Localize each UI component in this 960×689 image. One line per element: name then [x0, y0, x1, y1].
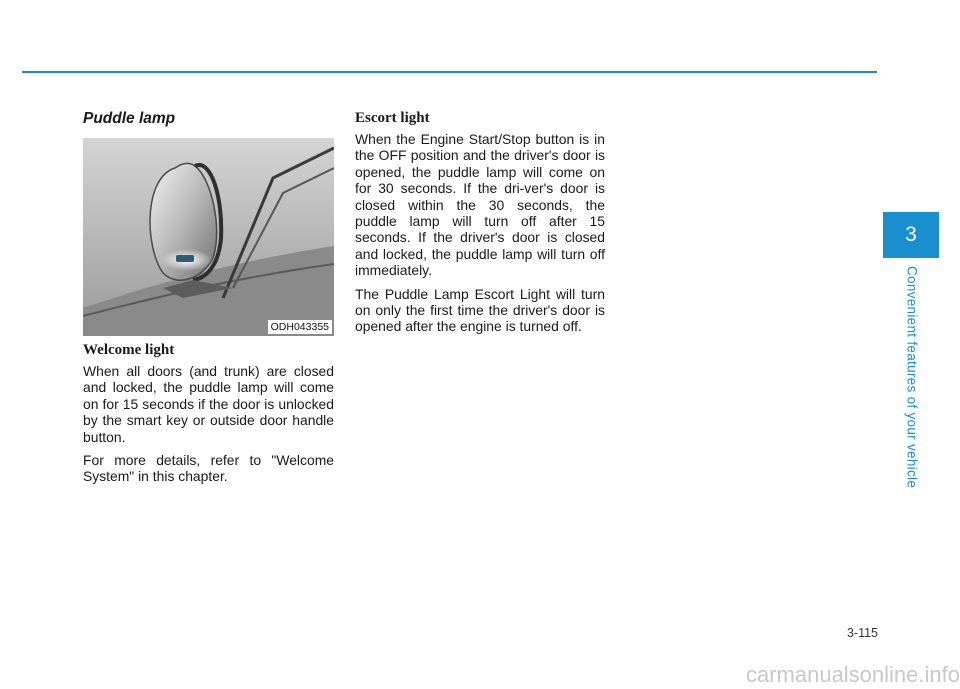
- escort-light-paragraph-1: When the Engine Start/Stop button is in the OFF position and the driver's door is opened, the puddle lamp will come on for 30 seconds. If the dri-ver's door is closed within the 30 seconds, the puddle lamp will turn off after 15 seconds. If the driver's door is closed and locked, the puddle lamp will turn off immediately.: [355, 131, 605, 279]
- page-number: 3-115: [846, 626, 878, 640]
- escort-light-paragraph-2: The Puddle Lamp Escort Light will turn on only the first time the driver's door is opened after the engine is turned off.: [355, 285, 605, 335]
- welcome-light-paragraph-1: When all doors (and trunk) are closed and locked, the puddle lamp will come on for 15 seconds if the door is unlocked by the smart key or outside door handle button.: [83, 363, 334, 445]
- puddle-lamp-illustration: [83, 138, 334, 336]
- welcome-light-paragraph-2: For more details, refer to "Welcome System" in this chapter.: [83, 452, 334, 485]
- welcome-light-heading: Welcome light: [83, 342, 175, 358]
- escort-light-heading: Escort light: [355, 110, 430, 126]
- chapter-tab: 3: [883, 212, 939, 258]
- mirror-drawing: [83, 138, 334, 336]
- section-heading: Puddle lamp: [83, 110, 176, 127]
- chapter-label-text: Convenient features of your vehicle: [904, 266, 920, 489]
- chapter-label: [902, 266, 922, 492]
- top-rule: [22, 71, 877, 73]
- left-column: [83, 110, 334, 492]
- footer-watermark: carmanualsonline.info: [745, 662, 960, 687]
- right-column: [355, 110, 605, 342]
- figure-code: ODH043355: [268, 320, 332, 334]
